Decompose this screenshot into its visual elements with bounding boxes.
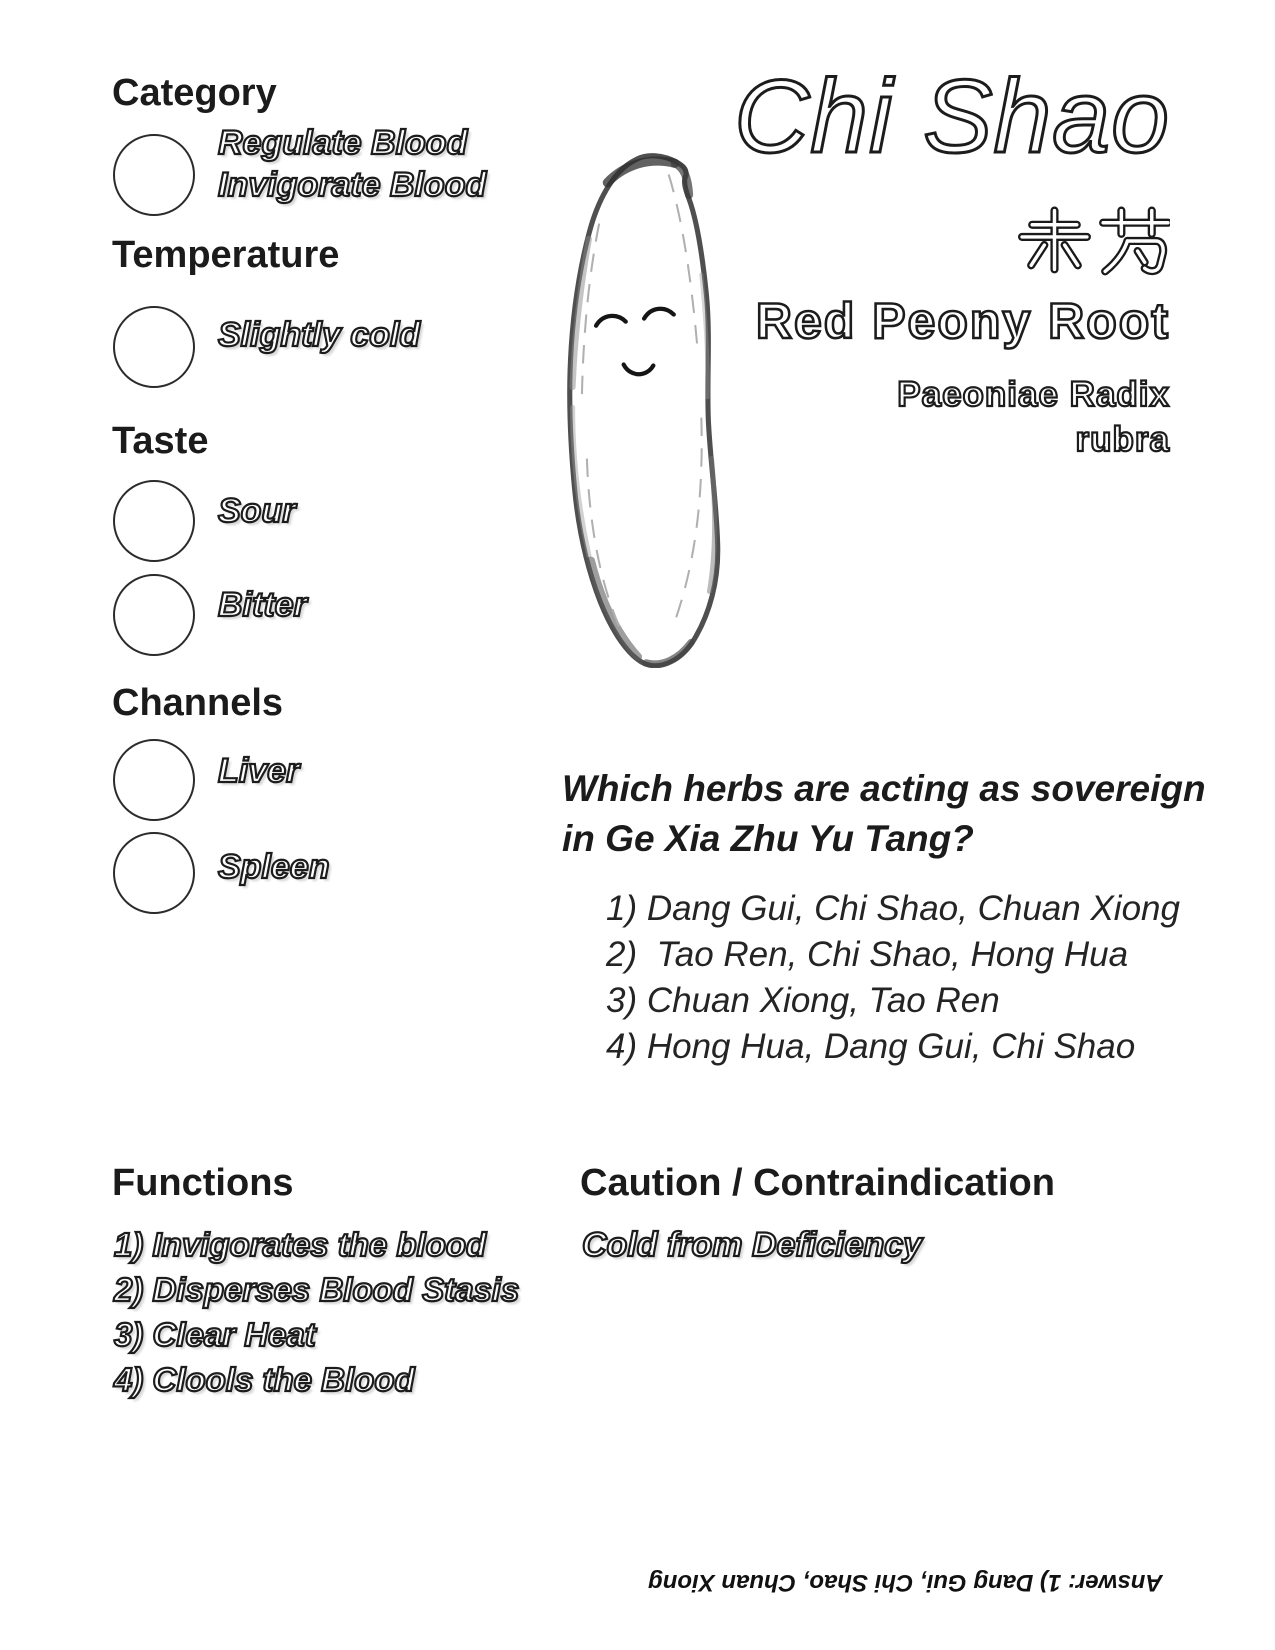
quiz-option-1: 1) Dang Gui, Chi Shao, Chuan Xiong bbox=[606, 889, 1180, 928]
function-item-1: 1) Invigorates the blood bbox=[114, 1226, 487, 1263]
channels-heading: Channels bbox=[112, 682, 284, 724]
function-item-2: 2) Disperses Blood Stasis bbox=[114, 1271, 520, 1308]
channel-color-circle-liver bbox=[113, 739, 195, 821]
herb-pinyin-title: Chi Shao bbox=[734, 59, 1170, 175]
category-value-line1: Regulate Blood bbox=[218, 124, 468, 162]
taste-color-circle-sour bbox=[113, 480, 195, 562]
quiz-options bbox=[606, 886, 1180, 1070]
taste-color-circle-bitter bbox=[113, 574, 195, 656]
channel-value-liver: Liver bbox=[218, 752, 300, 790]
char-shao bbox=[1103, 211, 1168, 272]
channel-value-spleen: Spleen bbox=[218, 848, 330, 886]
category-value-line2: Invigorate Blood bbox=[218, 166, 487, 204]
caution-value: Cold from Deficiency bbox=[582, 1226, 923, 1264]
root-illustration bbox=[548, 152, 730, 668]
quiz-option-3: 3) Chuan Xiong, Tao Ren bbox=[606, 981, 1000, 1020]
herb-latin-name-line2: rubra bbox=[1075, 420, 1170, 459]
functions-list bbox=[114, 1222, 519, 1402]
temperature-value: Slightly cold bbox=[218, 316, 421, 354]
herb-latin-name-line1: Paeoniae Radix bbox=[897, 375, 1170, 414]
function-item-4: 4) Clools the Blood bbox=[114, 1361, 415, 1398]
category-heading: Category bbox=[112, 72, 277, 114]
herb-chinese-name bbox=[1018, 206, 1170, 280]
temperature-heading: Temperature bbox=[112, 234, 340, 276]
herb-english-name: Red Peony Root bbox=[755, 293, 1170, 349]
category-color-circle bbox=[113, 134, 195, 216]
caution-heading: Caution / Contraindication bbox=[580, 1162, 1055, 1204]
quiz-question bbox=[562, 764, 1206, 864]
taste-value-bitter: Bitter bbox=[218, 586, 307, 624]
herb-latin-name bbox=[897, 372, 1170, 462]
quiz-answer-inverted: Answer: 1) Dang Gui, Chi Shao, Chuan Xiong bbox=[648, 1569, 1163, 1596]
quiz-option-2: 2) Tao Ren, Chi Shao, Hong Hua bbox=[606, 935, 1129, 974]
quiz-option-4: 4) Hong Hua, Dang Gui, Chi Shao bbox=[606, 1027, 1136, 1066]
taste-value-sour: Sour bbox=[218, 492, 296, 530]
char-chi bbox=[1022, 211, 1087, 270]
functions-heading: Functions bbox=[112, 1162, 294, 1204]
quiz-question-line1: Which herbs are acting as sovereign bbox=[562, 768, 1206, 809]
function-item-3: 3) Clear Heat bbox=[114, 1316, 316, 1353]
root-outline bbox=[570, 156, 718, 666]
temperature-color-circle bbox=[113, 306, 195, 388]
channel-color-circle-spleen bbox=[113, 832, 195, 914]
taste-heading: Taste bbox=[112, 420, 209, 462]
quiz-question-line2: in Ge Xia Zhu Yu Tang? bbox=[562, 818, 974, 859]
